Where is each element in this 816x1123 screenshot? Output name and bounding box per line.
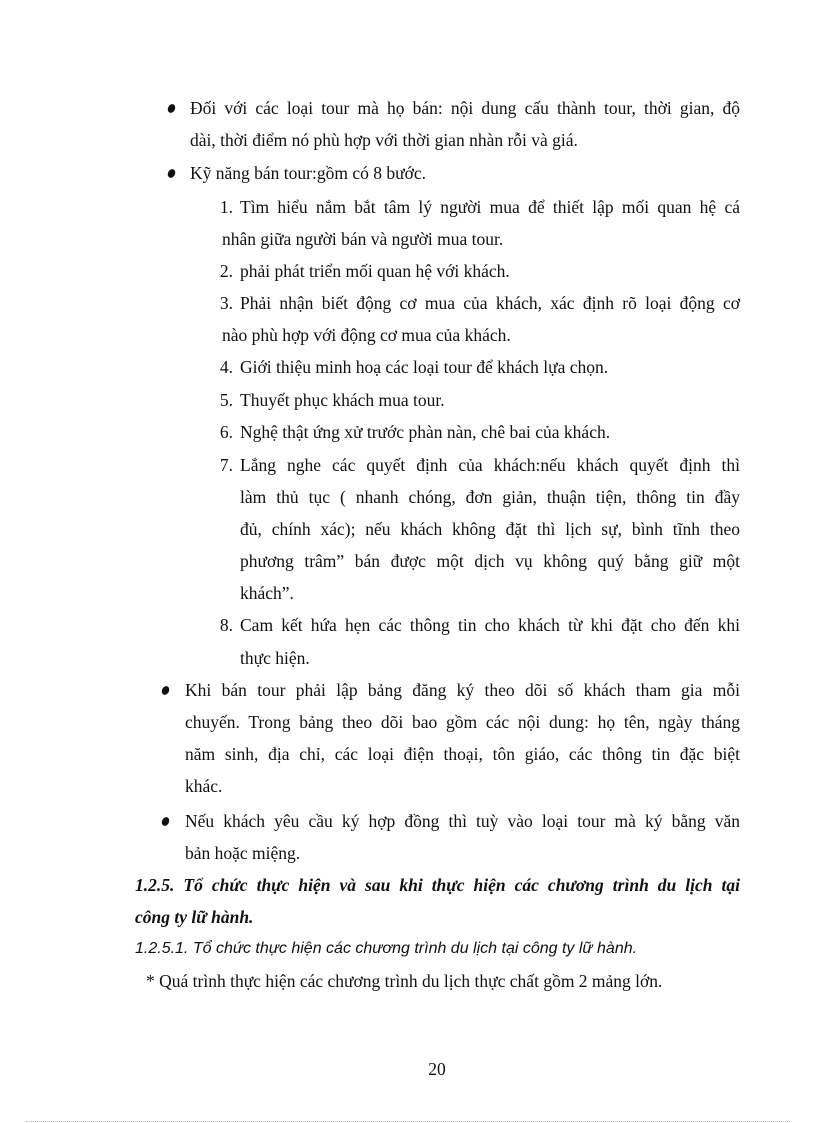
bullet-3-line-1: Khi bán tour phải lập bảng đăng ký theo dõi số khách tham gia mỗi xyxy=(185,680,740,700)
subsection-heading: 1.2.5.1. Tổ chức thực hiện các chương trình du lịch tại công ty lữ hành. xyxy=(135,940,638,957)
page-number: 20 xyxy=(428,1059,446,1079)
step-8-line-2: thực hiện. xyxy=(240,648,310,668)
bullet-4-line-1: Nếu khách yêu cầu ký hợp đồng thì tuỳ vào loại tour mà ký bằng văn xyxy=(185,811,740,831)
step-1-line-1: Tìm hiểu nắm bắt tâm lý người mua để thiết lập mối quan hệ cá xyxy=(240,197,740,217)
step-8-line-1: Cam kết hứa hẹn các thông tin cho khách từ khi đặt cho đến khi xyxy=(240,615,740,635)
step-2-number: 2. xyxy=(219,261,233,281)
bullet-1-line-1: Đối với các loại tour mà họ bán: nội dung cấu thành tour, thời gian, độ xyxy=(190,98,740,118)
step-7-number: 7. xyxy=(219,455,233,475)
bullet-4-line-2: bản hoặc miệng. xyxy=(185,843,301,863)
bullet-2-line-1: Kỹ năng bán tour:gồm có 8 bước. xyxy=(190,163,426,183)
step-7-line-3: đủ, chính xác); nếu khách không đặt thì lịch sự, bình tĩnh theo xyxy=(240,519,740,539)
bullet-icon xyxy=(166,103,176,114)
bullet-3-line-3: năm sinh, địa chỉ, các loại điện thoại, tôn giáo, các thông tin đặc biệt xyxy=(185,744,740,764)
step-8-number: 8. xyxy=(219,615,233,635)
section-heading-line-2: công ty lữ hành. xyxy=(135,907,254,927)
bullet-3-line-4: khác. xyxy=(185,776,223,796)
bullet-icon xyxy=(166,168,176,179)
step-7-line-2: làm thủ tục ( nhanh chóng, đơn giản, thuận tiện, thông tin đầy xyxy=(240,487,740,507)
step-7-line-1: Lắng nghe các quyết định của khách:nếu khách quyết định thì xyxy=(240,455,740,475)
step-5-line-1: Thuyết phục khách mua tour. xyxy=(240,390,445,410)
step-5-number: 5. xyxy=(219,390,233,410)
bullet-icon xyxy=(160,685,170,696)
footer-divider xyxy=(26,1121,790,1122)
section-heading-line-1: 1.2.5. Tổ chức thực hiện và sau khi thực hiện các chương trình du lịch tại xyxy=(135,875,740,895)
step-3-number: 3. xyxy=(219,293,233,313)
step-4-line-1: Giới thiệu minh hoạ các loại tour để khách lựa chọn. xyxy=(240,357,609,377)
step-3-line-1: Phải nhận biết động cơ mua của khách, xác định rõ loại động cơ xyxy=(240,293,740,313)
bullet-icon xyxy=(160,816,170,827)
step-3-line-2: nào phù hợp với động cơ mua của khách. xyxy=(222,325,511,345)
note-text: * Quá trình thực hiện các chương trình du lịch thực chất gồm 2 mảng lớn. xyxy=(146,971,663,991)
bullet-3-line-2: chuyến. Trong bảng theo dõi bao gồm các nội dung: họ tên, ngày tháng xyxy=(185,712,740,732)
step-7-line-5: khách”. xyxy=(240,583,294,603)
step-1-line-2: nhân giữa người bán và người mua tour. xyxy=(222,229,504,249)
step-4-number: 4. xyxy=(219,357,233,377)
step-6-line-1: Nghệ thật ứng xử trước phàn nàn, chê bai của khách. xyxy=(240,422,611,442)
step-7-line-4: phương trâm” bán được một dịch vụ không quý bằng giữ một xyxy=(240,551,740,571)
step-6-number: 6. xyxy=(219,422,233,442)
step-2-line-1: phải phát triển mối quan hệ với khách. xyxy=(240,261,510,281)
step-1-number: 1. xyxy=(219,197,233,217)
bullet-1-line-2: dài, thời điểm nó phù hợp với thời gian nhàn rỗi và giá. xyxy=(190,130,578,150)
